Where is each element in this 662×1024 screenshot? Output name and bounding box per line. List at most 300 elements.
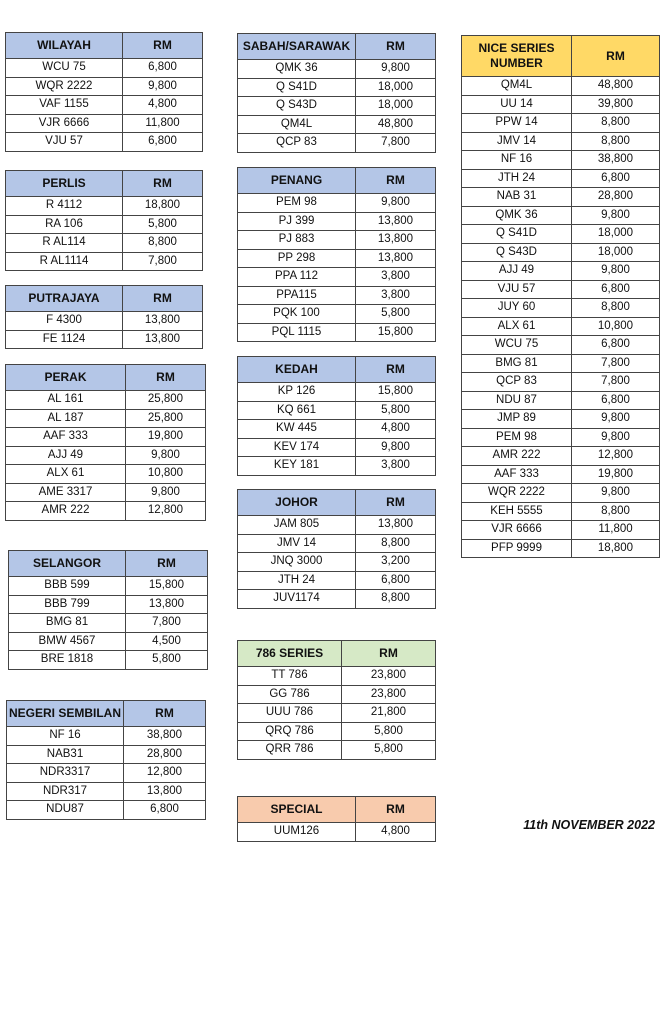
price-cell: 25,800 — [126, 409, 206, 428]
table-row — [462, 95, 660, 114]
price-cell: 6,800 — [356, 571, 436, 590]
special-table — [237, 796, 436, 842]
table-row — [7, 801, 206, 820]
price-cell: 7,800 — [572, 354, 660, 373]
table-title: 786 SERIES — [238, 641, 342, 667]
price-cell: 9,800 — [356, 60, 436, 79]
price-cell: 5,800 — [126, 651, 208, 670]
price-cell: 19,800 — [572, 465, 660, 484]
plate-number-cell: VJR 6666 — [6, 114, 123, 133]
plate-number-cell: Q S41D — [238, 78, 356, 97]
price-cell: 38,800 — [572, 151, 660, 170]
plate-number-cell: Q S43D — [462, 243, 572, 262]
price-cell: 13,800 — [126, 595, 208, 614]
price-cell: 13,800 — [123, 312, 203, 331]
price-column-header: RM — [356, 34, 436, 60]
price-cell: 15,800 — [356, 383, 436, 402]
plate-number-cell: VJU 57 — [6, 133, 123, 152]
plate-number-cell: WQR 2222 — [6, 77, 123, 96]
price-column-header: RM — [572, 36, 660, 77]
price-cell: 3,800 — [356, 286, 436, 305]
price-cell: 8,800 — [572, 502, 660, 521]
plate-number-cell: JAM 805 — [238, 516, 356, 535]
plate-number-cell: JTH 24 — [462, 169, 572, 188]
plate-number-cell: PP 298 — [238, 249, 356, 268]
table-row — [6, 428, 206, 447]
table-header-row — [6, 365, 206, 391]
table-title: SELANGOR — [9, 551, 126, 577]
price-cell: 23,800 — [342, 667, 436, 686]
plate-number-cell: VJU 57 — [462, 280, 572, 299]
table-row — [238, 420, 436, 439]
table-row — [9, 595, 208, 614]
table-title: JOHOR — [238, 490, 356, 516]
table-row — [238, 212, 436, 231]
table-row — [238, 438, 436, 457]
kedah-table — [237, 356, 436, 476]
plate-number-cell: KQ 661 — [238, 401, 356, 420]
plate-number-cell: AME 3317 — [6, 483, 126, 502]
table-row — [238, 194, 436, 213]
table-title: SABAH/SARAWAK — [238, 34, 356, 60]
plate-number-cell: NDU87 — [7, 801, 124, 820]
price-cell: 15,800 — [356, 323, 436, 342]
table-row — [238, 249, 436, 268]
price-cell: 7,800 — [126, 614, 208, 633]
price-cell: 15,800 — [126, 577, 208, 596]
selangor-table — [8, 550, 208, 670]
table-row — [238, 516, 436, 535]
price-cell: 8,800 — [572, 299, 660, 318]
sabah-sarawak-table — [237, 33, 436, 153]
price-cell: 12,800 — [572, 447, 660, 466]
perlis-table — [5, 170, 203, 271]
table-row — [462, 336, 660, 355]
price-cell: 28,800 — [572, 188, 660, 207]
table-row — [238, 231, 436, 250]
plate-number-cell: AL 161 — [6, 391, 126, 410]
price-cell: 8,800 — [123, 234, 203, 253]
table-row — [6, 133, 203, 152]
table-row — [6, 409, 206, 428]
table-row — [462, 539, 660, 558]
table-row — [238, 457, 436, 476]
price-cell: 6,800 — [123, 59, 203, 78]
table-row — [462, 299, 660, 318]
price-cell: 4,800 — [356, 420, 436, 439]
price-cell: 6,800 — [124, 801, 206, 820]
price-cell: 9,800 — [572, 206, 660, 225]
price-cell: 8,800 — [572, 132, 660, 151]
table-header-row — [462, 36, 660, 77]
table-row — [6, 391, 206, 410]
table-header-row — [6, 33, 203, 59]
plate-number-cell: JTH 24 — [238, 571, 356, 590]
date-note: 11th NOVEMBER 2022 — [523, 818, 655, 832]
price-cell: 6,800 — [572, 391, 660, 410]
table-row — [238, 383, 436, 402]
table-row — [238, 823, 436, 842]
table-row — [238, 115, 436, 134]
price-cell: 10,800 — [572, 317, 660, 336]
table-row — [462, 354, 660, 373]
price-cell: 7,800 — [356, 134, 436, 153]
price-cell: 18,800 — [123, 197, 203, 216]
table-row — [238, 590, 436, 609]
price-cell: 18,000 — [572, 243, 660, 262]
price-cell: 6,800 — [572, 336, 660, 355]
table-row — [238, 268, 436, 287]
price-cell: 48,800 — [356, 115, 436, 134]
table-row — [238, 571, 436, 590]
plate-number-cell: BMG 81 — [462, 354, 572, 373]
price-cell: 7,800 — [572, 373, 660, 392]
table-header-row — [238, 34, 436, 60]
plate-number-cell: AMR 222 — [6, 502, 126, 521]
price-cell: 28,800 — [124, 745, 206, 764]
plate-number-cell: VJR 6666 — [462, 521, 572, 540]
price-cell: 7,800 — [123, 252, 203, 271]
price-column-header: RM — [342, 641, 436, 667]
plate-number-cell: QMK 36 — [462, 206, 572, 225]
plate-number-cell: TT 786 — [238, 667, 342, 686]
plate-number-cell: AAF 333 — [462, 465, 572, 484]
table-header-row — [6, 286, 203, 312]
table-row — [238, 60, 436, 79]
plate-number-cell: QM4L — [238, 115, 356, 134]
price-column-header: RM — [356, 357, 436, 383]
table-row — [462, 225, 660, 244]
price-cell: 21,800 — [342, 704, 436, 723]
plate-number-cell: NDR317 — [7, 782, 124, 801]
plate-number-cell: AL 187 — [6, 409, 126, 428]
table-title: WILAYAH — [6, 33, 123, 59]
price-column-header: RM — [356, 490, 436, 516]
plate-number-cell: JNQ 3000 — [238, 553, 356, 572]
table-title: SPECIAL — [238, 797, 356, 823]
table-row — [462, 391, 660, 410]
plate-number-cell: BBB 599 — [9, 577, 126, 596]
price-cell: 4,800 — [356, 823, 436, 842]
table-row — [7, 745, 206, 764]
plate-number-cell: KP 126 — [238, 383, 356, 402]
plate-number-cell: NDU 87 — [462, 391, 572, 410]
table-row — [7, 764, 206, 783]
table-header-row — [238, 357, 436, 383]
plate-number-cell: QRQ 786 — [238, 722, 342, 741]
table-header-row — [7, 701, 206, 727]
table-header-row — [6, 171, 203, 197]
price-cell: 4,500 — [126, 632, 208, 651]
plate-number-cell: KEV 174 — [238, 438, 356, 457]
plate-number-cell: PPW 14 — [462, 114, 572, 133]
plate-number-cell: BMW 4567 — [9, 632, 126, 651]
price-cell: 3,200 — [356, 553, 436, 572]
table-row — [462, 188, 660, 207]
plate-number-cell: F 4300 — [6, 312, 123, 331]
price-cell: 6,800 — [572, 280, 660, 299]
price-cell: 9,800 — [123, 77, 203, 96]
plate-number-cell: PEM 98 — [238, 194, 356, 213]
table-row — [238, 741, 436, 760]
price-column-header: RM — [356, 797, 436, 823]
plate-number-cell: KW 445 — [238, 420, 356, 439]
table-row — [9, 651, 208, 670]
table-row — [238, 286, 436, 305]
table-row — [6, 197, 203, 216]
plate-number-cell: PJ 399 — [238, 212, 356, 231]
table-row — [462, 428, 660, 447]
plate-number-cell: PJ 883 — [238, 231, 356, 250]
plate-number-cell: JMV 14 — [462, 132, 572, 151]
plate-number-cell: BRE 1818 — [9, 651, 126, 670]
price-cell: 18,000 — [356, 78, 436, 97]
table-row — [238, 97, 436, 116]
table-row — [9, 632, 208, 651]
table-row — [6, 215, 203, 234]
price-cell: 9,800 — [126, 446, 206, 465]
table-row — [6, 330, 203, 349]
plate-number-cell: NAB 31 — [462, 188, 572, 207]
table-title: KEDAH — [238, 357, 356, 383]
price-cell: 8,800 — [356, 590, 436, 609]
plate-number-cell: Q S41D — [462, 225, 572, 244]
plate-number-cell: GG 786 — [238, 685, 342, 704]
price-cell: 18,000 — [356, 97, 436, 116]
plate-number-cell: NF 16 — [462, 151, 572, 170]
table-row — [238, 722, 436, 741]
plate-number-cell: Q S43D — [238, 97, 356, 116]
plate-number-cell: JMV 14 — [238, 534, 356, 553]
table-row — [6, 502, 206, 521]
price-cell: 13,800 — [356, 516, 436, 535]
plate-number-cell: AJJ 49 — [6, 446, 126, 465]
plate-number-cell: KEH 5555 — [462, 502, 572, 521]
price-cell: 48,800 — [572, 77, 660, 96]
price-cell: 12,800 — [124, 764, 206, 783]
plate-number-cell: AAF 333 — [6, 428, 126, 447]
price-cell: 19,800 — [126, 428, 206, 447]
price-cell: 3,800 — [356, 268, 436, 287]
price-cell: 9,800 — [572, 262, 660, 281]
table-row — [462, 447, 660, 466]
price-cell: 8,800 — [572, 114, 660, 133]
plate-number-cell: WCU 75 — [6, 59, 123, 78]
plate-number-cell: ALX 61 — [462, 317, 572, 336]
table-row — [238, 78, 436, 97]
plate-number-cell: QCP 83 — [238, 134, 356, 153]
johor-table — [237, 489, 436, 609]
price-cell: 39,800 — [572, 95, 660, 114]
table-row — [238, 534, 436, 553]
plate-number-cell: NAB31 — [7, 745, 124, 764]
price-cell: 6,800 — [572, 169, 660, 188]
price-column-header: RM — [126, 551, 208, 577]
price-column-header: RM — [123, 33, 203, 59]
negeri-sembilan-table — [6, 700, 206, 820]
plate-number-cell: KEY 181 — [238, 457, 356, 476]
plate-number-cell: QCP 83 — [462, 373, 572, 392]
table-header-row — [238, 168, 436, 194]
perak-table — [5, 364, 206, 521]
table-row — [462, 502, 660, 521]
plate-number-cell: BMG 81 — [9, 614, 126, 633]
table-row — [6, 446, 206, 465]
price-cell: 11,800 — [123, 114, 203, 133]
table-header-row — [238, 490, 436, 516]
plate-number-cell: R AL114 — [6, 234, 123, 253]
table-row — [462, 521, 660, 540]
price-cell: 13,800 — [124, 782, 206, 801]
price-cell: 18,800 — [572, 539, 660, 558]
table-row — [6, 234, 203, 253]
price-cell: 5,800 — [356, 401, 436, 420]
price-cell: 9,800 — [572, 410, 660, 429]
table-row — [238, 323, 436, 342]
table-title: PENANG — [238, 168, 356, 194]
price-column-header: RM — [124, 701, 206, 727]
plate-number-cell: UU 14 — [462, 95, 572, 114]
table-row — [462, 114, 660, 133]
table-row — [462, 465, 660, 484]
plate-number-cell: PQK 100 — [238, 305, 356, 324]
penang-table — [237, 167, 436, 342]
table-header-row — [238, 641, 436, 667]
plate-number-cell: JUY 60 — [462, 299, 572, 318]
table-row — [462, 77, 660, 96]
plate-number-cell: PEM 98 — [462, 428, 572, 447]
plate-number-cell: RA 106 — [6, 215, 123, 234]
plate-number-cell: VAF 1155 — [6, 96, 123, 115]
price-column-header: RM — [123, 171, 203, 197]
price-cell: 13,800 — [356, 212, 436, 231]
plate-number-cell: PPA115 — [238, 286, 356, 305]
price-cell: 23,800 — [342, 685, 436, 704]
table-row — [462, 262, 660, 281]
table-title: PUTRAJAYA — [6, 286, 123, 312]
table-title: PERAK — [6, 365, 126, 391]
plate-number-cell: WCU 75 — [462, 336, 572, 355]
table-row — [462, 484, 660, 503]
price-cell: 38,800 — [124, 727, 206, 746]
table-row — [6, 114, 203, 133]
table-row — [462, 280, 660, 299]
table-row — [6, 252, 203, 271]
786-series-table — [237, 640, 436, 760]
plate-number-cell: JUV1174 — [238, 590, 356, 609]
putrajaya-table — [5, 285, 203, 349]
table-row — [238, 704, 436, 723]
table-row — [462, 410, 660, 429]
plate-number-cell: NF 16 — [7, 727, 124, 746]
table-row — [238, 134, 436, 153]
plate-number-cell: PPA 112 — [238, 268, 356, 287]
price-cell: 5,800 — [356, 305, 436, 324]
table-header-row — [238, 797, 436, 823]
price-column-header: RM — [123, 286, 203, 312]
table-row — [462, 132, 660, 151]
price-cell: 18,000 — [572, 225, 660, 244]
table-row — [238, 305, 436, 324]
price-column-header: RM — [126, 365, 206, 391]
price-cell: 12,800 — [126, 502, 206, 521]
table-row — [462, 206, 660, 225]
plate-number-cell: PQL 1115 — [238, 323, 356, 342]
wilayah-table — [5, 32, 203, 152]
plate-number-cell: NDR3317 — [7, 764, 124, 783]
plate-number-cell: QMK 36 — [238, 60, 356, 79]
price-cell: 9,800 — [572, 484, 660, 503]
table-row — [6, 483, 206, 502]
price-cell: 8,800 — [356, 534, 436, 553]
price-cell: 13,800 — [356, 231, 436, 250]
plate-number-cell: WQR 2222 — [462, 484, 572, 503]
plate-number-cell: UUM126 — [238, 823, 356, 842]
price-column-header: RM — [356, 168, 436, 194]
table-row — [462, 243, 660, 262]
price-cell: 10,800 — [126, 465, 206, 484]
price-cell: 13,800 — [123, 330, 203, 349]
nice-series-table — [461, 35, 660, 558]
plate-number-cell: QRR 786 — [238, 741, 342, 760]
table-row — [238, 401, 436, 420]
table-row — [6, 312, 203, 331]
price-cell: 5,800 — [123, 215, 203, 234]
table-header-row — [9, 551, 208, 577]
plate-number-cell: QM4L — [462, 77, 572, 96]
table-title: PERLIS — [6, 171, 123, 197]
plate-number-cell: AMR 222 — [462, 447, 572, 466]
plate-number-cell: PFP 9999 — [462, 539, 572, 558]
table-row — [462, 151, 660, 170]
plate-number-cell: AJJ 49 — [462, 262, 572, 281]
price-cell: 5,800 — [342, 722, 436, 741]
table-row — [9, 614, 208, 633]
price-cell: 9,800 — [356, 194, 436, 213]
table-row — [462, 169, 660, 188]
plate-number-cell: ALX 61 — [6, 465, 126, 484]
plate-number-cell: UUU 786 — [238, 704, 342, 723]
price-cell: 25,800 — [126, 391, 206, 410]
table-row — [9, 577, 208, 596]
plate-number-cell: R 4112 — [6, 197, 123, 216]
table-row — [7, 782, 206, 801]
price-cell: 6,800 — [123, 133, 203, 152]
table-row — [238, 553, 436, 572]
table-row — [462, 317, 660, 336]
price-cell: 9,800 — [572, 428, 660, 447]
table-title: NICE SERIES NUMBER — [462, 36, 572, 77]
price-cell: 9,800 — [126, 483, 206, 502]
table-row — [238, 685, 436, 704]
table-row — [462, 373, 660, 392]
table-row — [7, 727, 206, 746]
price-cell: 3,800 — [356, 457, 436, 476]
table-row — [6, 465, 206, 484]
table-title: NEGERI SEMBILAN — [7, 701, 124, 727]
plate-number-cell: FE 1124 — [6, 330, 123, 349]
table-row — [6, 77, 203, 96]
table-row — [238, 667, 436, 686]
plate-number-cell: BBB 799 — [9, 595, 126, 614]
table-row — [6, 96, 203, 115]
price-cell: 11,800 — [572, 521, 660, 540]
plate-number-cell: JMP 89 — [462, 410, 572, 429]
plate-number-cell: R AL1114 — [6, 252, 123, 271]
price-cell: 13,800 — [356, 249, 436, 268]
price-cell: 9,800 — [356, 438, 436, 457]
price-cell: 5,800 — [342, 741, 436, 760]
